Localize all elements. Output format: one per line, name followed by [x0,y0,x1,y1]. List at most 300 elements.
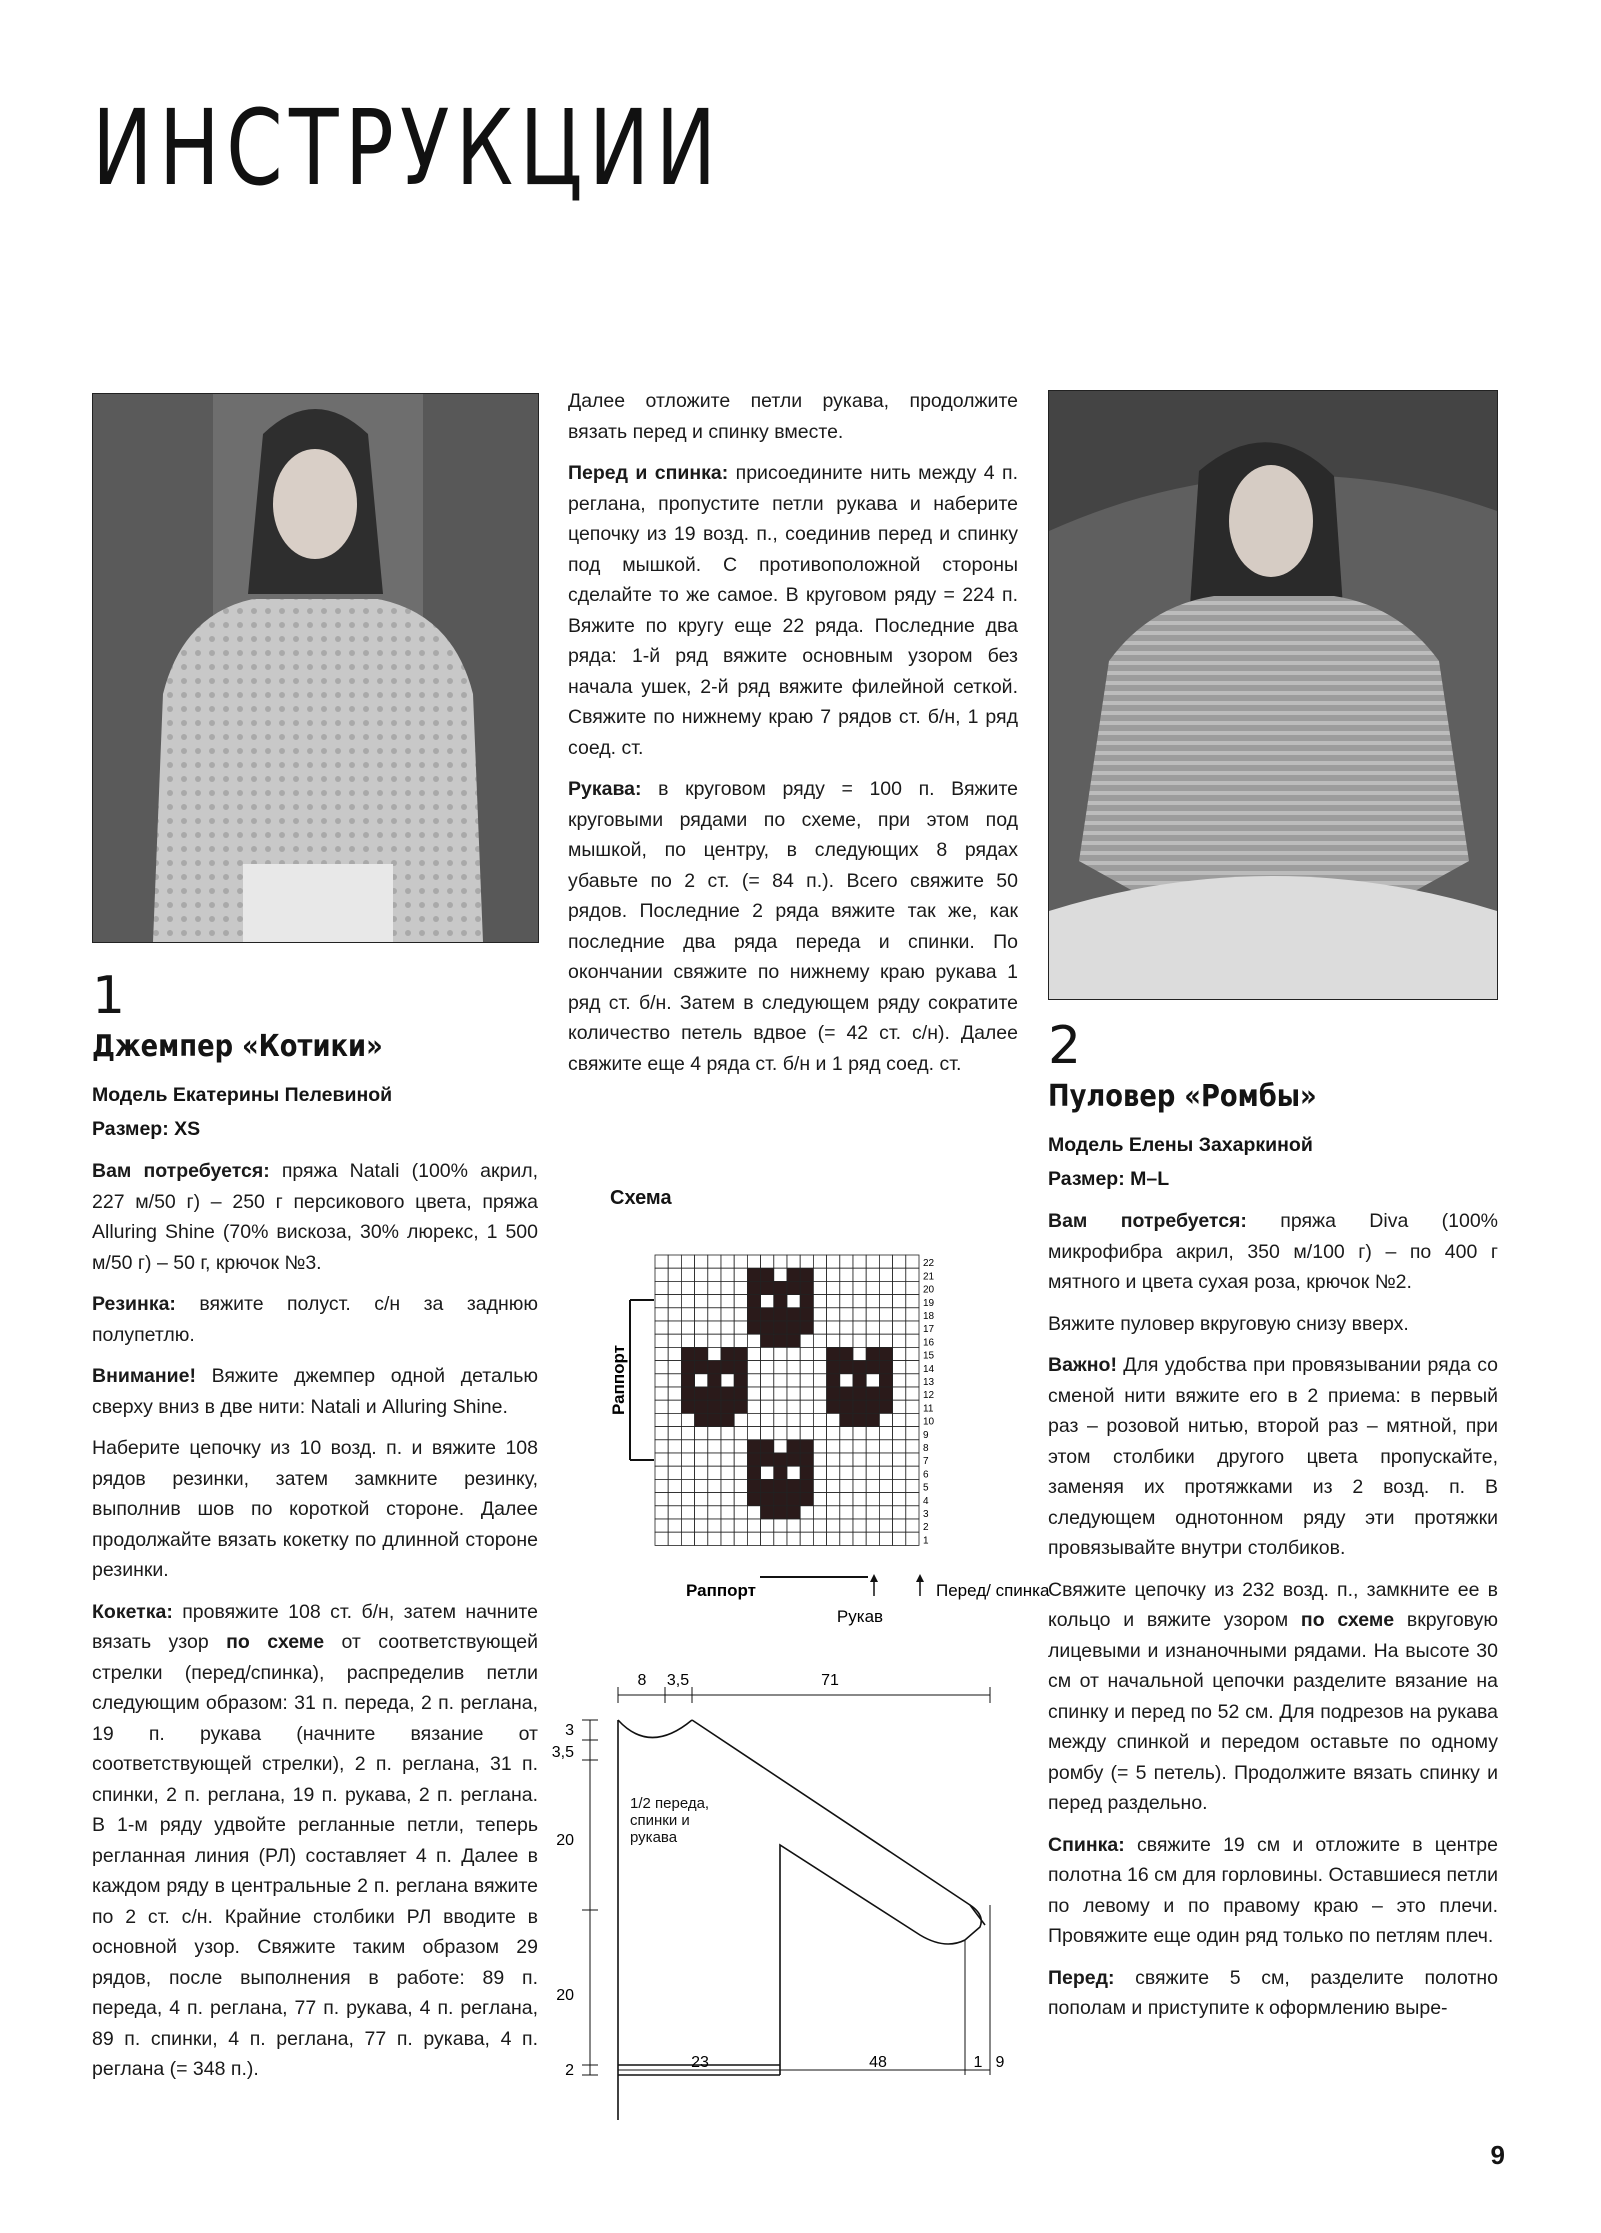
grid-cell [734,1453,747,1466]
grid-cell [761,1400,774,1413]
grid-cell [721,1321,734,1334]
grid-cell [787,1347,800,1360]
grid-cell [879,1532,892,1545]
grid-cell [655,1295,668,1308]
grid-cell [787,1427,800,1440]
diagram-label-box [630,1795,740,1865]
grid-cell [866,1295,879,1308]
grid-cell [761,1268,774,1281]
grid-cell [853,1519,866,1532]
grid-cell [668,1427,681,1440]
grid-cell [721,1361,734,1374]
grid-cell [813,1295,826,1308]
grid-cell [668,1387,681,1400]
grid-cell [708,1532,721,1545]
grid-cell [774,1295,787,1308]
grid-cell [774,1361,787,1374]
grid-cell [906,1479,919,1492]
grid-cell [747,1506,760,1519]
grid-cell [734,1479,747,1492]
page-title: ИНСТРУКЦИИ [92,87,723,209]
rib-paragraph [92,1289,538,1350]
grid-cell [708,1281,721,1294]
grid-cell [840,1308,853,1321]
grid-cell [734,1440,747,1453]
chain-paragraph [1048,1575,1498,1819]
grid-cell [893,1347,906,1360]
grid-cell [708,1466,721,1479]
grid-cell [866,1440,879,1453]
grid-cell [840,1413,853,1426]
grid-cell [787,1308,800,1321]
grid-cell [893,1400,906,1413]
row-number: 12 [923,1390,935,1402]
grid-cell [668,1308,681,1321]
measure-left-2: 3,5 [551,1744,574,1761]
measure-top-2: 3,5 [666,1672,690,1689]
grid-cell [893,1479,906,1492]
grid-cell [668,1519,681,1532]
grid-cells [655,1255,919,1545]
grid-cell [827,1281,840,1294]
grid-cell [853,1400,866,1413]
model-2-section [1048,1018,1498,2035]
grid-cell [708,1295,721,1308]
grid-cell [853,1268,866,1281]
grid-cell [681,1361,694,1374]
grid-cell [893,1374,906,1387]
grid-cell [787,1466,800,1479]
grid-cell [840,1268,853,1281]
grid-cell [774,1321,787,1334]
grid-cell [774,1374,787,1387]
materials-paragraph [1048,1206,1498,1298]
grid-cell [840,1347,853,1360]
grid-cell [695,1427,708,1440]
grid-cell [813,1255,826,1268]
grid-cell [668,1400,681,1413]
grid-cell [774,1347,787,1360]
grid-cell [747,1440,760,1453]
grid-cell [681,1532,694,1545]
grid-cell [800,1268,813,1281]
yoke-label: Кокетка: [92,1600,173,1623]
grid-cell [800,1413,813,1426]
grid-cell [827,1255,840,1268]
grid-cell [813,1440,826,1453]
grid-cell [827,1440,840,1453]
grid-cell [708,1453,721,1466]
grid-cell [893,1493,906,1506]
grid-cell [708,1413,721,1426]
grid-cell [721,1387,734,1400]
grid-cell [655,1532,668,1545]
grid-cell [787,1519,800,1532]
grid-cell [774,1506,787,1519]
grid-cell [655,1361,668,1374]
grid-cell [827,1479,840,1492]
attention-label: Внимание! [92,1365,196,1387]
grid-cell [708,1506,721,1519]
grid-cell [853,1295,866,1308]
grid-cell [655,1453,668,1466]
grid-cell [681,1281,694,1294]
grid-cell [708,1387,721,1400]
grid-cell [800,1374,813,1387]
model-1-photo-illustration [93,394,538,942]
grid-cell [866,1453,879,1466]
grid-cell [681,1255,694,1268]
grid-cell [827,1321,840,1334]
grid-cell [866,1493,879,1506]
grid-cell [893,1453,906,1466]
important-label: Важно! [1048,1354,1117,1376]
grid-cell [787,1255,800,1268]
model-2-author: Модель Елены Захаркиной [1048,1134,1313,1156]
grid-cell [747,1308,760,1321]
measure-bottom-2: 48 [869,2054,887,2071]
grid-cell [734,1281,747,1294]
grid-cell [787,1334,800,1347]
grid-cell [906,1453,919,1466]
materials-text: пряжа Diva (100% микрофибра акрил, 350 м/100 г) – по 400 г мятного и цвета сухая роза, крючок №2. [1048,1210,1499,1293]
grid-cell [721,1281,734,1294]
grid-cell [800,1361,813,1374]
grid-cell [800,1493,813,1506]
body-label: Перед и спинка: [568,462,729,484]
front-back-label: Перед/ спинка [936,1581,1050,1600]
grid-cell [681,1321,694,1334]
model-1-number: 1 [92,966,126,1026]
grid-cell [668,1413,681,1426]
chain-text-2: вкруговую лицевыми и изнаночными рядами. На высоте 30 см от начальной цепочки разделите вязание на спинку и перед по 52 см. Для подрезов на рукава между спинкой и передом оставьте по одному ромбу (= 5 петель). Продолжите вязать спинку и перед раздельно. [1048,1609,1498,1814]
grid-cell [681,1440,694,1453]
row-number: 10 [923,1416,935,1428]
grid-cell [866,1361,879,1374]
grid-cell [840,1281,853,1294]
grid-cell [655,1374,668,1387]
grid-cell [655,1281,668,1294]
grid-cell [906,1255,919,1268]
grid-cell [853,1281,866,1294]
measure-left-5: 2 [565,2062,574,2079]
grid-cell [906,1281,919,1294]
grid-cell [774,1519,787,1532]
size-label: Размер: [92,1118,169,1140]
grid-cell [668,1493,681,1506]
sleeves-text: в круговом ряду = 100 п. Вяжите круговыми рядами по схеме, при этом под мышкой, по центру, в следующих 8 рядах убавьте по 2 ст. (= 84 п.). Всего свяжите 50 рядов. Последние 2 ряда вяжите так же, как последние два ряда переда и спинки. По окончании свяжите по нижнему краю рукава 1 ряд ст. б/н. Затем в следующем ряду сократите количество петель вдвое (= 42 ст. с/н). Далее свяжите еще 4 ряда ст. б/н и 1 ряд соед. ст. [568,778,1018,1075]
grid-cell [761,1519,774,1532]
page-number: 9 [1490,2140,1505,2170]
grid-cell [800,1347,813,1360]
measure-left-3: 20 [556,1832,574,1849]
grid-cell [695,1255,708,1268]
grid-cell [761,1453,774,1466]
grid-cell [813,1493,826,1506]
attention-paragraph [92,1361,538,1422]
grid-cell [681,1334,694,1347]
grid-cell [655,1479,668,1492]
grid-cell [734,1347,747,1360]
grid-cell [813,1334,826,1347]
grid-cell [747,1427,760,1440]
grid-cell [906,1347,919,1360]
measure-top-3: 71 [821,1672,839,1689]
grid-cell [879,1493,892,1506]
grid-cell [827,1453,840,1466]
grid-cell [800,1519,813,1532]
grid-cell [708,1255,721,1268]
grid-cell [866,1347,879,1360]
method-paragraph: Вяжите пуловер вкруговую снизу вверх. [1048,1312,1409,1335]
grid-cell [708,1361,721,1374]
start-paragraph: Наберите цепочку из 10 возд. п. и вяжите 108 рядов резинки, затем замкните резинку, выполнив шов по короткой стороне. Далее продолжайте вязать кокетку по длинной стороне резинки. [92,1437,538,1581]
grid-cell [721,1308,734,1321]
grid-cell [906,1361,919,1374]
grid-cell [734,1413,747,1426]
grid-cell [721,1532,734,1545]
grid-cell [655,1255,668,1268]
materials-label: Вам потребуется: [1048,1210,1247,1232]
grid-cell [879,1295,892,1308]
grid-cell [734,1374,747,1387]
grid-cell [708,1440,721,1453]
row-number: 11 [923,1403,934,1415]
grid-cell [853,1479,866,1492]
grid-cell [879,1347,892,1360]
row-number: 20 [923,1284,935,1296]
grid-cell [747,1321,760,1334]
grid-cell [879,1519,892,1532]
grid-cell [695,1321,708,1334]
grid-cell [800,1308,813,1321]
materials-label: Вам потребуется: [92,1160,270,1182]
grid-cell [721,1519,734,1532]
attention-text: Вяжите джемпер одной деталью сверху вниз в две нити: Natali и Alluring Shine. [92,1365,538,1418]
grid-cell [668,1361,681,1374]
grid-cell [813,1506,826,1519]
grid-cell [879,1427,892,1440]
diagram-label: 1/2 переда, спинки и рукава [630,1795,710,1846]
grid-cell [827,1519,840,1532]
model-1-photo [92,393,539,943]
row-number: 22 [923,1258,935,1270]
grid-cell [774,1281,787,1294]
grid-cell [853,1308,866,1321]
grid-cell [761,1281,774,1294]
grid-cell [879,1308,892,1321]
grid-cell [853,1453,866,1466]
grid-cell [734,1532,747,1545]
grid-cell [853,1347,866,1360]
grid-cell [695,1268,708,1281]
grid-cell [681,1519,694,1532]
front-arrow-head [916,1574,924,1582]
grid-cell [787,1374,800,1387]
grid-cell [655,1440,668,1453]
grid-cell [800,1387,813,1400]
grid-cell [721,1413,734,1426]
grid-cell [827,1374,840,1387]
grid-cell [840,1440,853,1453]
grid-cell [787,1493,800,1506]
grid-cell [800,1334,813,1347]
grid-cell [840,1427,853,1440]
grid-cell [813,1519,826,1532]
grid-cell [827,1466,840,1479]
repeat-label-horizontal: Раппорт [686,1581,756,1600]
grid-cell [893,1519,906,1532]
grid-cell [800,1506,813,1519]
neckline [618,1720,692,1738]
grid-cell [761,1479,774,1492]
row-number: 16 [923,1337,935,1349]
size-value: XS [174,1118,201,1140]
column-2-text [568,386,1018,1090]
important-text: Для удобства при провязывании ряда со сменой нити вяжите его в 2 приема: в первый раз – розовой нитью, второй раз – мятной, при этом столбики другого цвета пропускайте, заменяя их протяжками из 2 возд. п. В следующем однотонном ряду эти протяжки провязывайте внутри столбиков. [1048,1354,1499,1559]
measure-top-1: 8 [637,1672,647,1689]
grid-cell [827,1295,840,1308]
grid-cell [906,1466,919,1479]
grid-cell [734,1334,747,1347]
grid-cell [734,1519,747,1532]
grid-cell [813,1387,826,1400]
grid-cell [893,1321,906,1334]
grid-cell [906,1308,919,1321]
grid-cell [906,1427,919,1440]
grid-cell [827,1361,840,1374]
grid-cell [747,1453,760,1466]
back-label: Спинка: [1048,1833,1125,1856]
grid-cell [734,1268,747,1281]
grid-cell [761,1466,774,1479]
grid-cell [866,1268,879,1281]
grid-cell [787,1453,800,1466]
grid-cell [853,1321,866,1334]
grid-cell [840,1506,853,1519]
grid-cell [721,1255,734,1268]
grid-cell [840,1387,853,1400]
model-2-size [1048,1164,1498,1194]
grid-cell [787,1361,800,1374]
grid-cell [774,1255,787,1268]
grid-cell [813,1413,826,1426]
sleeve-outline [692,1720,981,2075]
grid-cell [893,1255,906,1268]
grid-cell [906,1400,919,1413]
row-number: 3 [923,1509,929,1520]
grid-cell [906,1519,919,1532]
grid-cell [840,1321,853,1334]
grid-cell [800,1453,813,1466]
grid-cell [734,1400,747,1413]
grid-cell [761,1321,774,1334]
grid-cell [655,1347,668,1360]
grid-cell [734,1493,747,1506]
grid-cell [681,1506,694,1519]
grid-cell [747,1295,760,1308]
grid-cell [853,1427,866,1440]
grid-cell [774,1440,787,1453]
grid-cell [893,1466,906,1479]
grid-cell [906,1440,919,1453]
row-number: 9 [923,1429,929,1441]
grid-cell [774,1268,787,1281]
grid-cell [787,1295,800,1308]
grid-cell [695,1519,708,1532]
grid-cell [655,1506,668,1519]
grid-cell [695,1374,708,1387]
grid-cell [827,1532,840,1545]
grid-cell [655,1321,668,1334]
grid-cell [655,1519,668,1532]
grid-cell [813,1361,826,1374]
grid-cell [655,1308,668,1321]
grid-cell [695,1361,708,1374]
continue-paragraph: Далее отложите петли рукава, продолжите вязать перед и спинку вместе. [568,390,1018,443]
grid-cell [840,1479,853,1492]
grid-cell [708,1519,721,1532]
grid-cell [893,1295,906,1308]
grid-cell [668,1281,681,1294]
grid-cell [695,1413,708,1426]
grid-cell [761,1506,774,1519]
grid-cell [800,1440,813,1453]
grid-cell [695,1308,708,1321]
grid-cell [813,1400,826,1413]
grid-cell [813,1479,826,1492]
grid-cell [800,1400,813,1413]
grid-cell [840,1400,853,1413]
grid-cell [827,1347,840,1360]
grid-cell [681,1453,694,1466]
measure-bottom-1: 23 [691,2054,709,2071]
grid-cell [708,1308,721,1321]
grid-cell [695,1440,708,1453]
grid-cell [879,1466,892,1479]
grid-cell [800,1532,813,1545]
grid-cell [866,1532,879,1545]
cuff-line [970,1905,985,1925]
schema-title: Схема [610,1187,672,1209]
grid-cell [695,1295,708,1308]
grid-cell [866,1413,879,1426]
grid-cell [668,1466,681,1479]
grid-cell [893,1361,906,1374]
grid-cell [879,1361,892,1374]
grid-cell [813,1466,826,1479]
grid-cell [761,1295,774,1308]
grid-cell [708,1347,721,1360]
yoke-text-2: от соответствующей стрелки (перед/спинка), распределив петли следующим образом: 31 п. переда, 2 п. реглана, 19 п. рукава (начните вязание от соответствующей стрелки), 2 п. реглана, 31 п. спинки, 2 п. реглана, 19 п. рукава, 2 п. реглана. В 1-м ряду удвойте регланные петли, теперь регланная линия (РЛ) составляет 4 п. Далее в каждом ряду в центральные 2 п. реглана вяжите по 2 ст. с/н. Крайние столбики РЛ вводите в основной узор. Свяжите таким образом 29 рядов, после выполнения в работе: 89 п. переда, 4 п. реглана, 77 п. рукава, 4 п. реглана, 89 п. спинки, 4 п. реглана, 77 п. рукава, 4 п. реглана (= 348 п.). [92,1631,539,2080]
grid-cell [721,1440,734,1453]
grid-cell [827,1427,840,1440]
grid-cell [813,1308,826,1321]
grid-cell [853,1493,866,1506]
yoke-bold: по схеме [226,1631,325,1653]
grid-cell [827,1413,840,1426]
grid-cell [655,1334,668,1347]
grid-cell [668,1321,681,1334]
repeat-label-vertical: Раппорт [609,1345,628,1415]
grid-cell [761,1361,774,1374]
grid-cell [853,1506,866,1519]
grid-cell [695,1281,708,1294]
grid-cell [774,1427,787,1440]
grid-cell [747,1519,760,1532]
grid-cell [655,1387,668,1400]
grid-cell [681,1479,694,1492]
